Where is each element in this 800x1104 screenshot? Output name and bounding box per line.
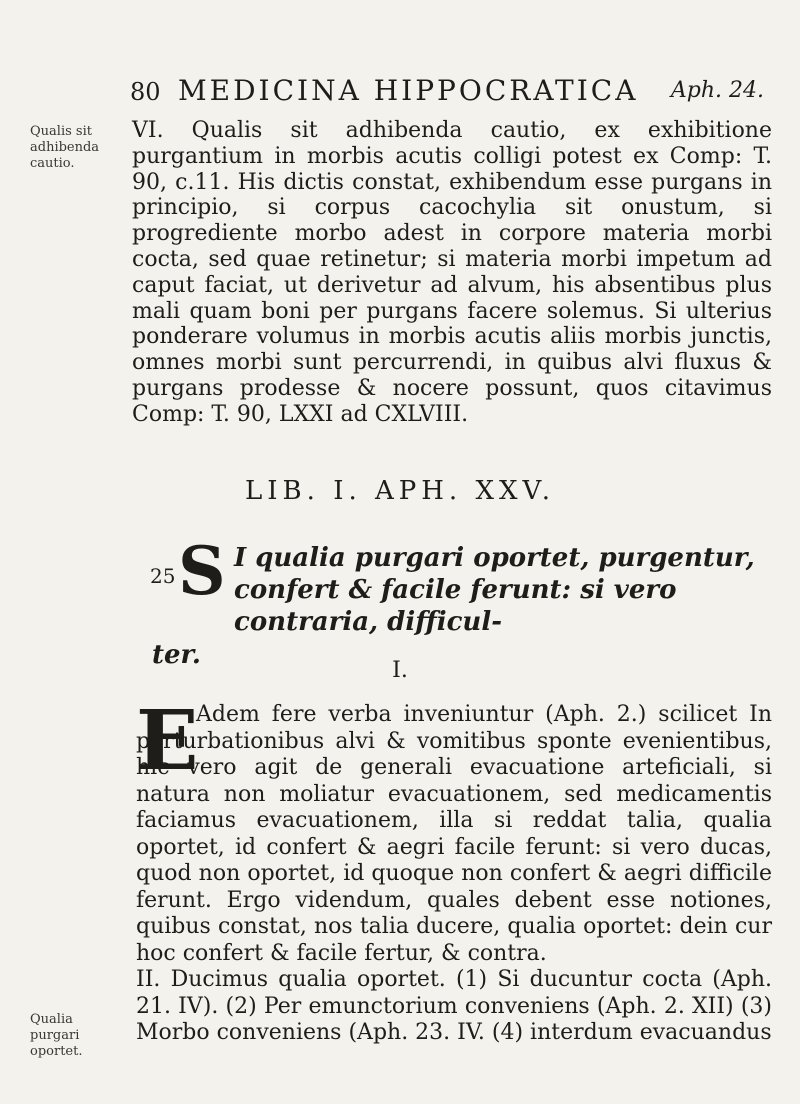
- section-vi-paragraph: VI. Qualis sit adhibenda cautio, ex exhibitione purgantium in morbis acutis colligi potest ex Comp: T. 90, c.11. His dictis constat, exhibendum esse purgans in principio, si corpus cacochylia sit onustum, si progrediente morbo adest in corpore materia morbi cocta, sed quae retinetur; si materia morbi impetum ad caput faciat, ut derivetur ad alvum, his absentibus plus mali quam boni per purgans facere solemus. Si ulterius ponderare volumus in morbis acutis aliis morbis junctis, omnes morbi sunt percurrendi, in quibus alvi fluxus & purgans prodesse & nocere possunt, quos citavimus Comp: T. 90, LXXI ad CXLVIII.: [132, 118, 772, 427]
- commentary-text: [136, 693, 772, 1047]
- section-heading: LIB. I. APH. XXV.: [245, 476, 555, 506]
- page-number: 80: [130, 78, 161, 106]
- commentary-paragraph-1: Adem fere verba inveniuntur (Aph. 2.) scilicet In perturbationibus alvi & vomitibus sponte evenientibus, hic vero agit de generali evacuatione arteficiali, si natura non moliatur evacuationem, sed medicamentis faciamus evacuationem, illa si reddat talia, qualia oportet, id confert & aegri facile ferunt: si vero ducas, quod non oportet, id quoque non confert & aegri difficile ferunt. Ergo videndum, quales debent esse notiones, quibus constat, nos talia ducere, qualia oportet: dein cur hoc confert & facile fertur, & contra.: [136, 702, 772, 966]
- aphorism-drop-cap: S: [178, 532, 226, 610]
- aphorism-number: 25: [150, 564, 176, 588]
- aphorism-reference: Aph. 24.: [670, 78, 764, 103]
- commentary-number: I.: [392, 658, 408, 683]
- commentary-paragraph-2: II. Ducimus qualia oportet. (1) Si ducuntur cocta (Aph. 21. IV). (2) Per emunctorium conveniens (Aph. 2. XII) (3) Morbo conveniens (Aph. 23. IV. (4) interdum evacuandus: [136, 967, 772, 1045]
- commentary-drop-cap: E: [136, 693, 199, 789]
- page-header: [130, 72, 780, 112]
- margin-note-cautio: Qualis sit adhibenda cautio.: [30, 124, 100, 171]
- aphorism-text: I qualia purgari oportet, purgentur, confert & facile ferunt: si vero contraria, difficul-: [234, 543, 755, 637]
- margin-note-qualia: Qualia purgari oportet.: [30, 1012, 83, 1059]
- aphorism-text-end: ter.: [152, 640, 201, 670]
- running-title: MEDICINA HIPPOCRATICA: [178, 74, 639, 107]
